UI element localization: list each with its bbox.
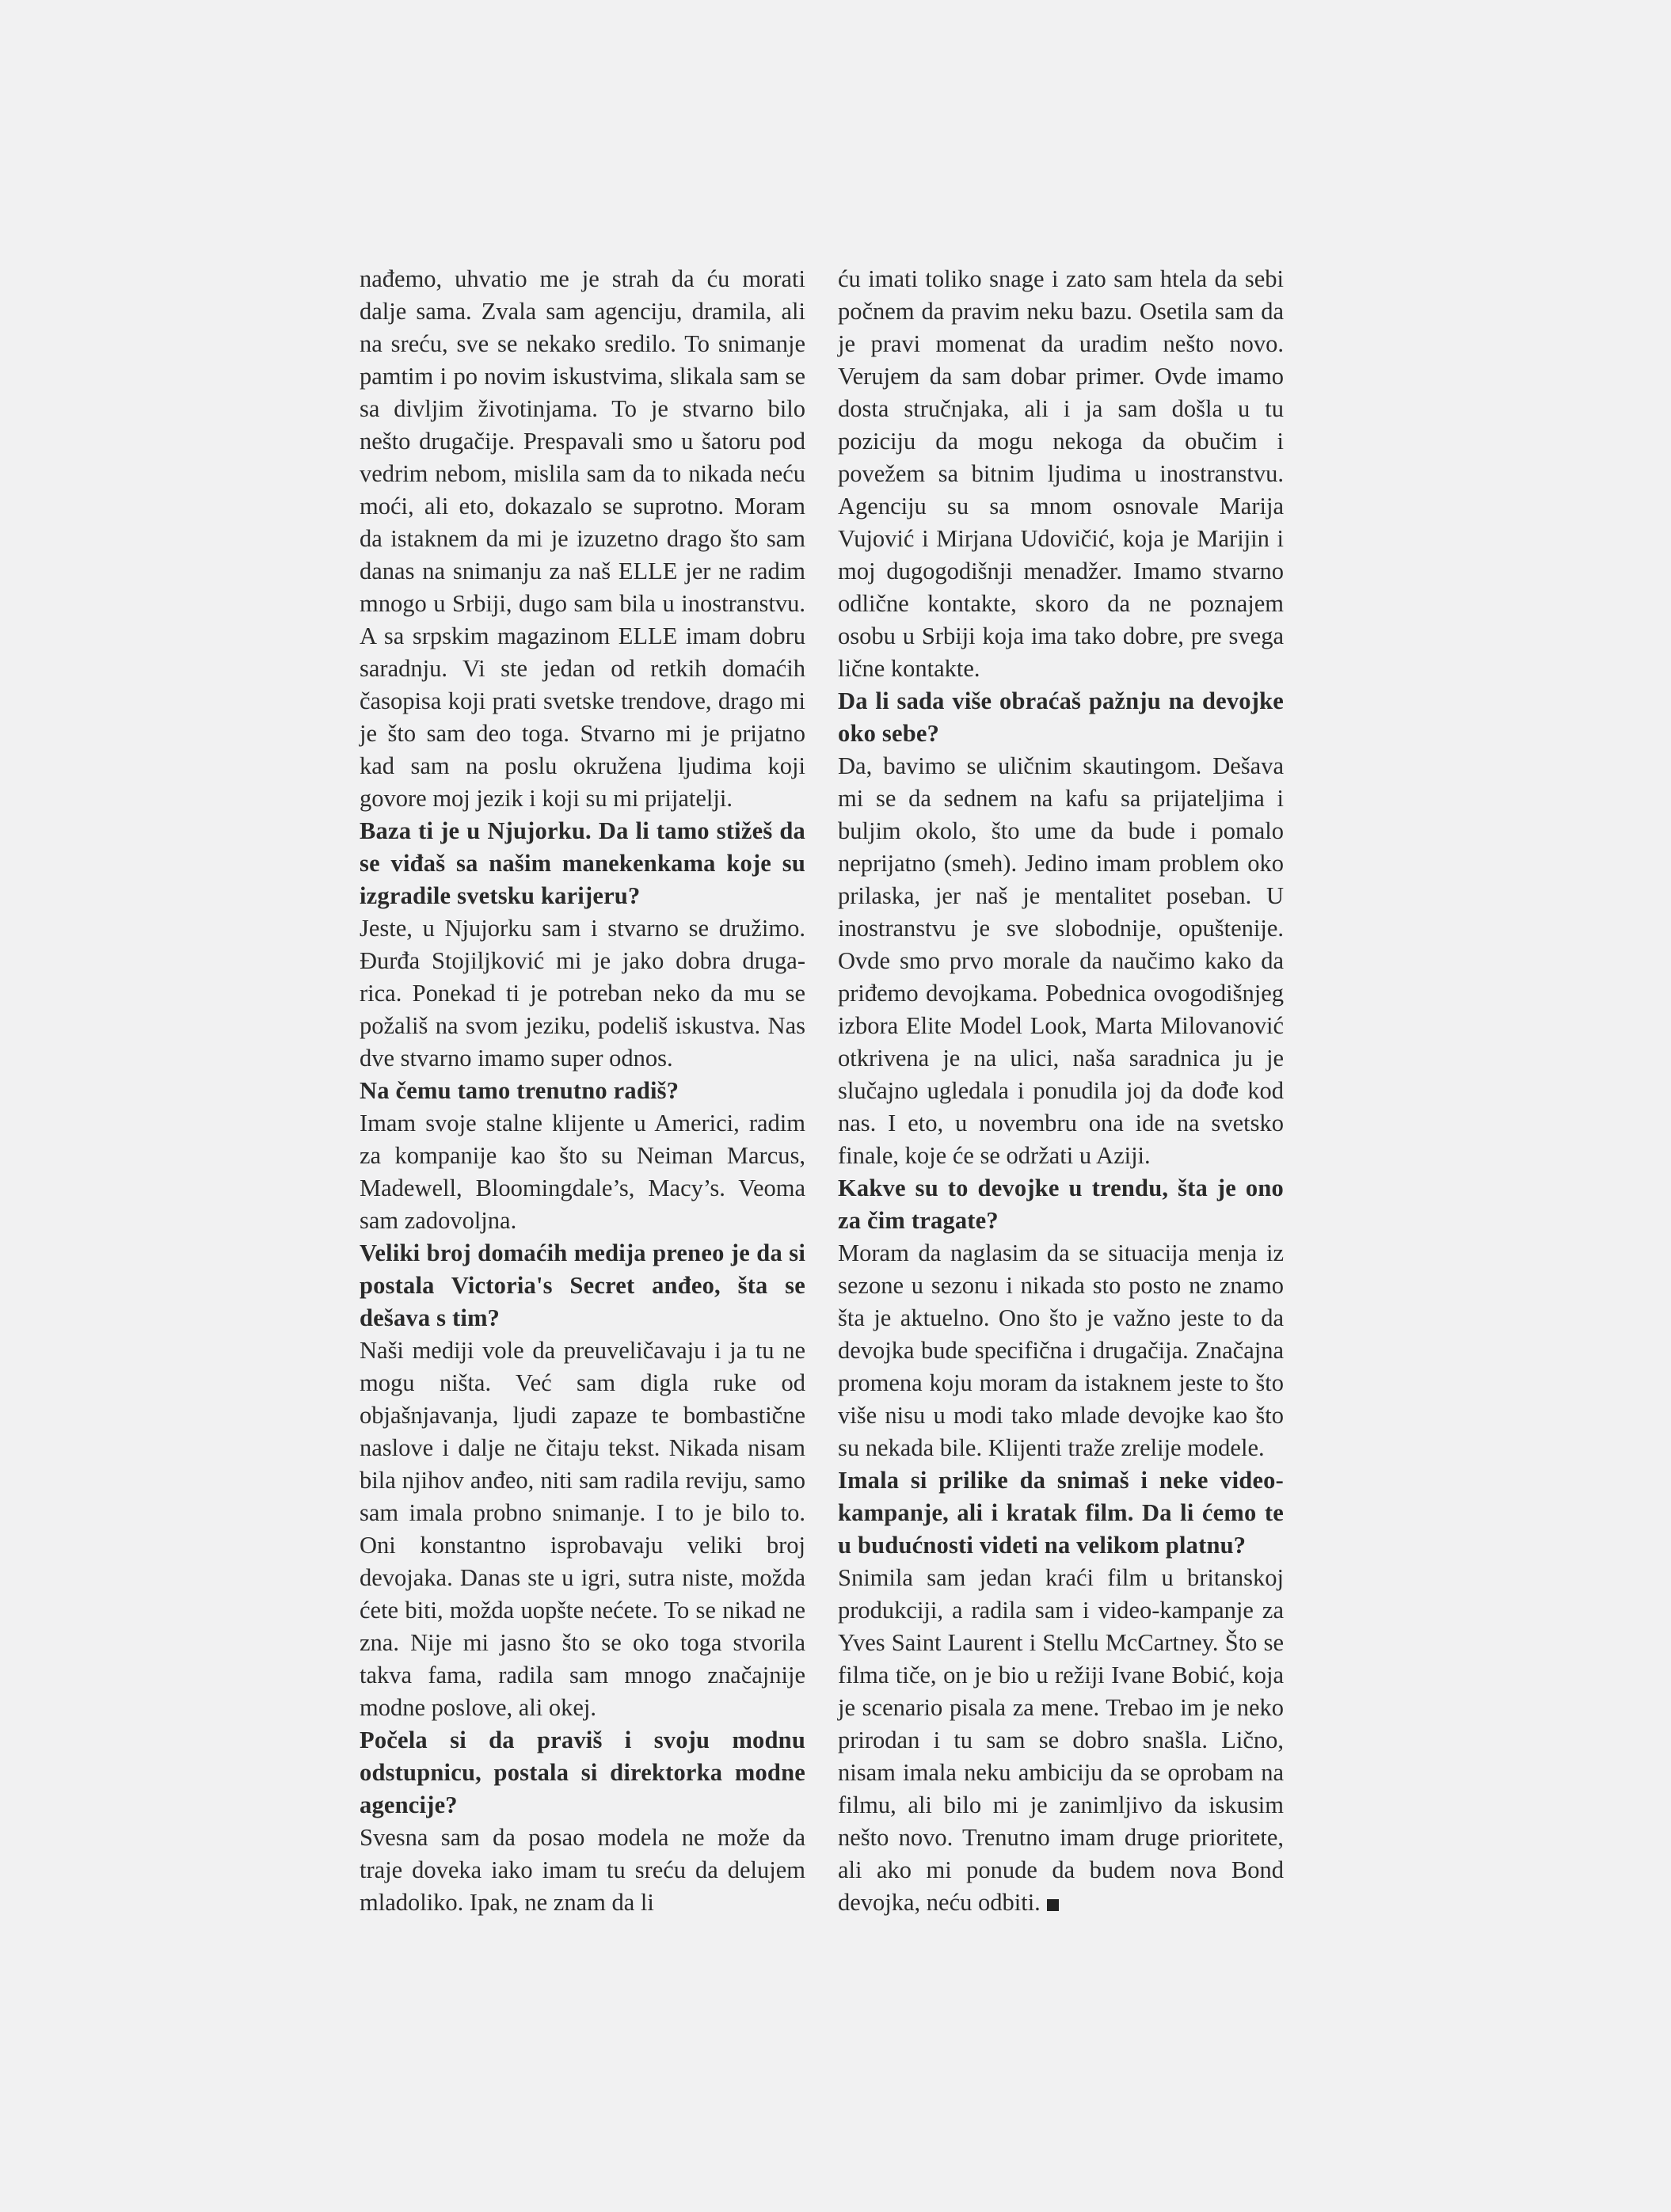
interview-answer: Imam svoje stalne klijente u Americi, radim za kompanije kao što su Neiman Marcus, Madewell, Bloomingdale’s, Macy’s. Veoma sam zadovoljna. (360, 1110, 805, 1234)
interview-answer: Moram da naglasim da se situacija menja iz sezone u sezonu i nikada sto posto ne znamo šta je aktuelno. Ono što je važno jeste to da devojka bude specifična i drugačija. Značajna promena koju moram da istaknem jeste to što više nisu u modi tako mlade devojke kao što su nekada bile. Klijenti traže zrelije modele. (838, 1239, 1284, 1461)
right-text-column (838, 263, 1284, 1919)
interview-answer: nađemo, uhvatio me je strah da ću morati dalje sama. Zvala sam agenciju, dramila, ali na sreću, sve se nekako sredilo. To snimanje pamtim i po novim iskustvima, slikala sam se sa divljim životinjama. To je stvarno bilo nešto drugačije. Prespavali smo u šatoru pod vedrim nebom, mislila sam da to nikada neću moći, ali eto, dokazalo se suprotno. Moram da istaknem da mi je izuzetno drago što sam danas na snimanju za naš ELLE jer ne radim mnogo u Srbiji, dugo sam bila u inostranstvu. A sa srpskim magazinom ELLE imam dobru saradnju. Vi ste jedan od retkih domaćih časopisa koji prati svetske trendove, drago mi je što sam deo toga. Stvarno mi je prijatno kad sam na poslu okružena ljudima koji govore moj jezik i koji su mi prijatelji. (360, 265, 805, 812)
interview-answer: Jeste, u Njujorku sam i stvarno se družimo. Đurđa Stojiljković mi je jako dobra drugarica. Ponekad ti je potreban neko da mu se požališ na svom jeziku, podeliš iskustva. Nas dve stvarno imamo super odnos. (360, 915, 805, 1072)
interview-question: Veliki broj domaćih medija preneo je da si postala Victoria's Secret anđeo, šta se dešava s tim? (360, 1239, 805, 1331)
interview-question: Imala si prilike da snimaš i neke video-kampanje, ali i kratak film. Da li ćemo te u budućnosti videti na velikom platnu? (838, 1467, 1284, 1559)
interview-question: Počela si da praviš i svoju modnu odstupnicu, postala si direktorka modne agencije? (360, 1727, 805, 1818)
interview-question: Baza ti je u Njujorku. Da li tamo stižeš da se viđaš sa našim manekenkama koje su izgradile svetsku karijeru? (360, 817, 805, 909)
end-of-article-icon (1047, 1899, 1059, 1911)
interview-question: Da li sada više obraćaš pažnju na devojke oko sebe? (838, 687, 1284, 747)
left-text-column (360, 263, 805, 1919)
interview-question: Na čemu tamo trenutno radiš? (360, 1077, 679, 1104)
interview-answer: Snimila sam jedan kraći film u britanskoj produkciji, a radila sam i video-kampanje za Yves Saint Laurent i Stellu McCartney. Što se filma tiče, on je bio u režiji Ivane Bobić, koja je scenario pisala za mene. Trebao im je neko prirodan i tu sam se dobro snašla. Lično, nisam imala neku ambiciju da se oprobam na filmu, ali bilo mi je zanimljivo da iskusim nešto novo. Trenutno imam druge prioritete, ali ako mi ponude da budem nova Bond devojka, neću odbiti. (838, 1564, 1284, 1916)
interview-question: Kakve su to devojke u trendu, šta je ono za čim tragate? (838, 1175, 1284, 1234)
interview-answer: Svesna sam da posao modela ne može da traje doveka iako imam tu sreću da delujem mladoliko. Ipak, ne znam da li (360, 1824, 805, 1916)
interview-answer: Naši mediji vole da preuveličavaju i ja tu ne mogu ništa. Već sam digla ruke od objašnjavanja, ljudi zapaze te bombastične naslove i dalje ne čitaju tekst. Nikada nisam bila njihov anđeo, niti sam radila reviju, samo sam imala probno snimanje. I to je bilo to. Oni konstantno isprobavaju veliki broj devojaka. Danas ste u igri, sutra niste, možda ćete biti, možda uopšte nećete. To se nikad ne zna. Nije mi jasno što se oko toga stvorila takva fama, radila sam mnogo značajnije modne poslove, ali okej. (360, 1337, 805, 1721)
interview-answer: ću imati toliko snage i zato sam htela da sebi počnem da pravim neku bazu. Osetila sam da je pravi momenat da uradim nešto novo. Verujem da sam dobar primer. Ovde imamo dosta stručnjaka, ali i ja sam došla u tu poziciju da mogu nekoga da obučim i povežem sa bitnim ljudima u inostranstvu. Agenciju su sa mnom osnovale Marija Vujović i Mirjana Udovičić, koja je Marijin i moj dugogodišnji menadžer. Imamo stvarno odlične kontakte, skoro da ne poznajem osobu u Srbiji koja ima tako dobre, pre svega lične kontakte. (838, 265, 1284, 682)
interview-answer: Da, bavimo se uličnim skautingom. Dešava mi se da sednem na kafu sa prijateljima i buljim okolo, što ume da bude i pomalo neprijatno (smeh). Jedino imam problem oko prilaska, jer naš je mentalitet poseban. U inostranstvu je sve slobodnije, opuštenije. Ovde smo prvo morale da naučimo kako da priđemo devojkama. Pobednica ovogodišnjeg izbora Elite Model Look, Marta Milovanović otkrivena je na ulici, naša saradnica ju je slučajno ugledala i ponudila joj da dođe kod nas. I eto, u novembru ona ide na svetsko finale, koje će se održati u Aziji. (838, 752, 1284, 1169)
